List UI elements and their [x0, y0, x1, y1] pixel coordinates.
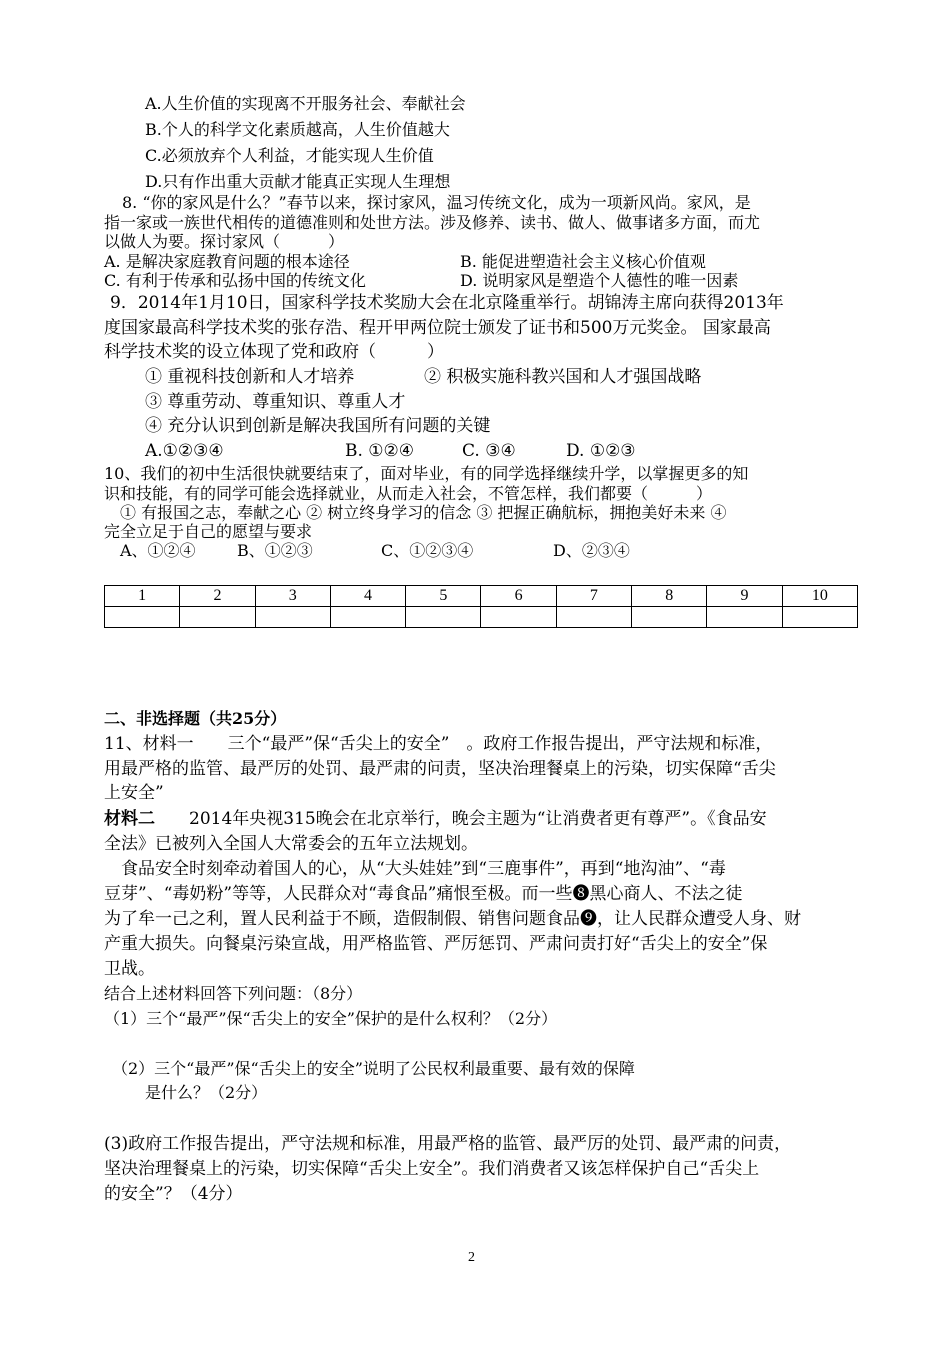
q9-item-4: ④ 充分认识到创新是解决我国所有问题的关键	[145, 416, 491, 436]
q11-sub-question-2-line-2: 是什么？（2分）	[145, 1083, 268, 1102]
q10-option-a: A、①②④	[120, 541, 196, 560]
answer-blank-cell[interactable]	[255, 607, 330, 628]
answer-header-cell: 10	[782, 586, 857, 607]
answer-header-cell: 4	[330, 586, 405, 607]
q11-sub-question-1: （1）三个“最严”保“舌尖上的安全”保护的是什么权利？（2分）	[104, 1009, 558, 1028]
q11-sub-question-3-line-2: 坚决治理餐桌上的污染，切实保障“舌尖上安全”。我们消费者又该怎样保护自己“舌尖上	[104, 1159, 760, 1179]
food-safety-paragraph-line-1: 食品安全时刻牵动着国人的心，从“大头娃娃”到“三鹿事件”，再到“地沟油”、“毒	[104, 859, 726, 879]
q8-option-c: C. 有利于传承和弘扬中国的传统文化	[104, 271, 366, 290]
q9-item-2: ② 积极实施科教兴国和人才强国战略	[424, 367, 702, 387]
answer-blank-cell[interactable]	[782, 607, 857, 628]
answer-blank-cell[interactable]	[330, 607, 405, 628]
answer-table-blank-row	[105, 607, 858, 628]
q11-sub-question-2-line-1: （2）三个“最严”保“舌尖上的安全”说明了公民权利最重要、最有效的保障	[112, 1059, 635, 1078]
answer-blank-cell[interactable]	[406, 607, 481, 628]
q10-option-b: B、①②③	[237, 541, 313, 560]
q9-option-c: C. ③④	[462, 441, 516, 461]
answer-header-cell: 5	[406, 586, 481, 607]
answer-header-cell: 3	[255, 586, 330, 607]
q8-option-b: B. 能促进塑造社会主义核心价值观	[460, 252, 706, 271]
answer-blank-cell[interactable]	[556, 607, 631, 628]
food-safety-paragraph-line-3: 为了牟一己之利，置人民利益于不顾，造假制假、销售问题食品❾，让人民群众遭受人身、财	[104, 909, 801, 929]
q7-option-c: C.必须放弃个人利益，才能实现人生价值	[145, 146, 434, 165]
answer-table	[104, 585, 858, 628]
answer-table-header-row	[105, 586, 858, 607]
q8-stem-line-3: 以做人为要。探讨家风（ ）	[104, 232, 345, 251]
answer-blank-cell[interactable]	[707, 607, 782, 628]
q10-stem-line-4: 完全立足于自己的愿望与要求	[104, 522, 313, 541]
q7-option-d: D.只有作出重大贡献才能真正实现人生理想	[145, 172, 451, 191]
q9-option-d: D. ①②③	[566, 441, 636, 461]
q9-stem-line-1: 9．2014年1月10日，国家科学技术奖励大会在北京隆重举行。胡锦涛主席向获得2013年	[110, 293, 784, 313]
q9-item-3: ③ 尊重劳动、尊重知识、尊重人才	[145, 392, 406, 412]
answer-header-cell: 1	[105, 586, 180, 607]
answer-header-cell: 6	[481, 586, 556, 607]
q10-stem-line-3: ① 有报国之志，奉献之心 ② 树立终身学习的信念 ③ 把握正确航标，拥抱美好未来 ④	[104, 503, 727, 522]
food-safety-paragraph-line-5: 卫战。	[104, 959, 155, 979]
q8-option-d: D. 说明家风是塑造个人德性的唯一因素	[460, 271, 739, 290]
answer-header-cell: 2	[180, 586, 255, 607]
page-number: 2	[468, 1250, 475, 1265]
q9-stem-line-2: 度国家最高科学技术奖的张存浩、程开甲两位院士颁发了证书和500万元奖金。 国家最高	[104, 318, 771, 338]
answer-blank-cell[interactable]	[632, 607, 707, 628]
answer-header-cell: 8	[632, 586, 707, 607]
q11-sub-question-3-line-1: (3)政府工作报告提出，严守法规和标准，用最严格的监管、最严厉的处罚、最严肃的问责，	[104, 1134, 792, 1154]
q7-option-b: B.个人的科学文化素质越高，人生价值越大	[145, 120, 450, 139]
answer-header-cell: 7	[556, 586, 631, 607]
section-2-title: 二、非选择题（共25分）	[104, 709, 287, 728]
q11-prompt: 结合上述材料回答下列问题：（8分）	[104, 984, 363, 1003]
q9-option-b: B. ①②④	[345, 441, 415, 461]
q11-material-1-line-1: 11、材料一 三个“最严”保“舌尖上的安全” 。政府工作报告提出，严守法规和标准，	[104, 734, 773, 754]
q10-option-d: D、②③④	[553, 541, 630, 560]
food-safety-paragraph-line-2: 豆芽”、“毒奶粉”等等，人民群众对“毒食品”痛恨至极。而一些❽黑心商人、不法之徒	[104, 884, 743, 904]
answer-header-cell: 9	[707, 586, 782, 607]
q9-stem-line-3: 科学技术奖的设立体现了党和政府（ ）	[104, 342, 444, 362]
material-2-line-1: 2014年央视315晚会在北京举行，晚会主题为“让消费者更有尊严”。《食品安	[172, 809, 767, 829]
q11-sub-question-3-line-3: 的安全”？（4分）	[104, 1184, 243, 1204]
answer-blank-cell[interactable]	[180, 607, 255, 628]
q8-stem-line-1: 8. “你的家风是什么？”春节以来，探讨家风，温习传统文化，成为一项新风尚。家风，是	[122, 193, 751, 212]
q7-option-a: A.人生价值的实现离不开服务社会、奉献社会	[145, 94, 466, 113]
q11-material-1-line-3: 上安全”	[104, 783, 164, 803]
q8-option-a: A. 是解决家庭教育问题的根本途径	[104, 252, 350, 271]
q9-item-1: ① 重视科技创新和人才培养	[145, 367, 355, 387]
q10-stem-line-2: 识和技能，有的同学可能会选择就业，从而走入社会，不管怎样，我们都要（ ）	[104, 484, 713, 503]
q10-option-c: C、①②③④	[381, 541, 474, 560]
answer-blank-cell[interactable]	[105, 607, 180, 628]
answer-blank-cell[interactable]	[481, 607, 556, 628]
material-2-label: 材料二	[104, 809, 155, 829]
food-safety-paragraph-line-4: 产重大损失。向餐桌污染宣战，用严格监管、严厉惩罚、严肃问责打好“舌尖上的安全”保	[104, 934, 768, 954]
q11-material-1-line-2: 用最严格的监管、最严厉的处罚、最严肃的问责，坚决治理餐桌上的污染，切实保障“舌尖	[104, 759, 776, 779]
q10-stem-line-1: 10、我们的初中生活很快就要结束了，面对毕业，有的同学选择继续升学，以掌握更多的知	[104, 464, 749, 483]
q8-stem-line-2: 指一家或一族世代相传的道德准则和处世方法。涉及修养、读书、做人、做事诸多方面，而尤	[104, 213, 761, 232]
q9-option-a: A.①②③④	[145, 441, 224, 461]
material-2-line-2: 全法》已被列入全国人大常委会的五年立法规划。	[104, 834, 478, 854]
